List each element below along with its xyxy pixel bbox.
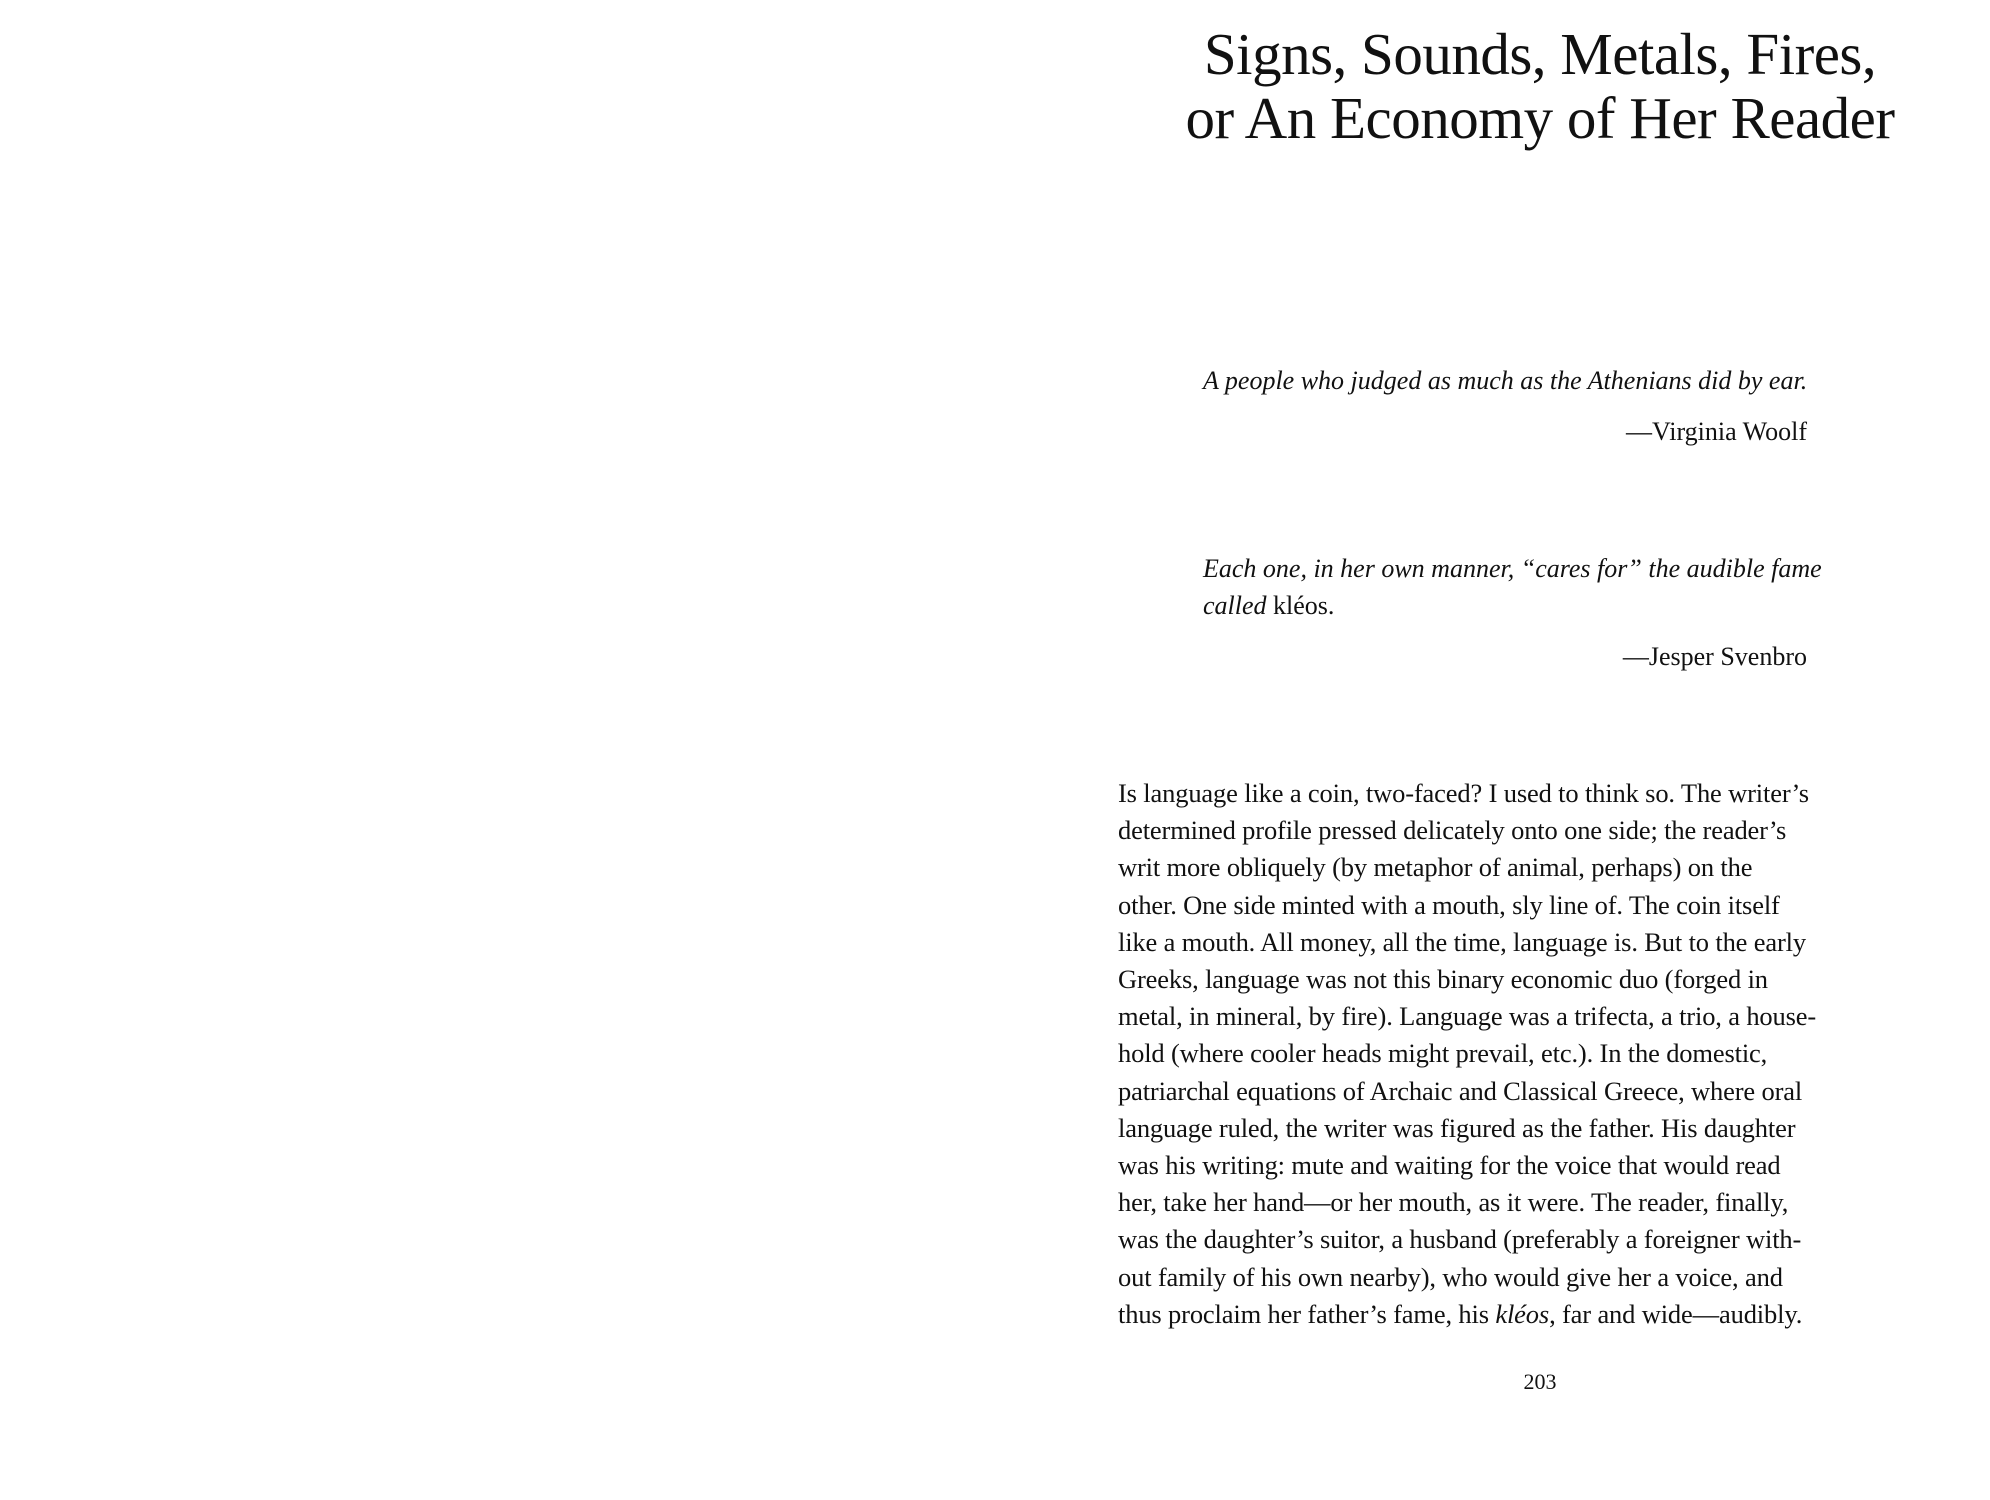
right-page — [1100, 0, 1990, 1500]
body-line: language ruled, the writer was figured as the father. His daughter — [1118, 1112, 1796, 1143]
body-line: her, take her hand—or her mouth, as it were. The reader, finally, — [1118, 1187, 1789, 1218]
body-last-line-after: , far and wide—audibly. — [1549, 1298, 1803, 1329]
chapter-title-line-1: Signs, Sounds, Metals, Fires, — [1203, 21, 1877, 87]
epigraph-attribution: —Virginia Woolf — [1626, 417, 1807, 446]
body-line: like a mouth. All money, all the time, language is. But to the early — [1118, 926, 1806, 957]
epigraph-quote — [1203, 550, 1823, 624]
epigraph-quote-line-2-roman: kléos. — [1266, 591, 1335, 620]
epigraph-attribution: —Jesper Svenbro — [1622, 642, 1807, 671]
body-paragraph — [1118, 775, 1898, 1333]
body-last-line-before: thus proclaim her father’s fame, his — [1118, 1298, 1496, 1329]
body-line: Greeks, language was not this binary economic duo (forged in — [1118, 964, 1768, 995]
chapter-title-line-2: or An Economy of Her Reader — [1185, 85, 1895, 151]
body-last-line-italic: kléos — [1495, 1298, 1550, 1329]
body-line: was his writing: mute and waiting for the voice that would read — [1118, 1150, 1781, 1181]
body-line-last — [1118, 1296, 1898, 1333]
epigraph-quote-line-2-italic: called — [1203, 591, 1267, 620]
body-line: patriarchal equations of Archaic and Classical Greece, where oral — [1118, 1075, 1803, 1106]
chapter-title — [1110, 22, 1970, 150]
body-line: out family of his own nearby), who would give her a voice, and — [1118, 1261, 1783, 1292]
body-line: metal, in mineral, by fire). Language was a trifecta, a trio, a house- — [1118, 1001, 1817, 1032]
body-line: writ more obliquely (by metaphor of animal, perhaps) on the — [1118, 852, 1753, 883]
body-line: other. One side minted with a mouth, sly line of. The coin itself — [1118, 889, 1780, 920]
epigraph-woolf — [1203, 362, 1823, 449]
body-line: Is language like a coin, two-faced? I used to think so. The writer’s — [1118, 778, 1809, 808]
epigraph-quote-line-1: Each one, in her own manner, “cares for” the audible fame — [1203, 554, 1822, 583]
body-line: was the daughter’s suitor, a husband (preferably a foreigner with- — [1118, 1224, 1802, 1255]
epigraph-svenbro — [1203, 550, 1823, 674]
epigraph-quote: A people who judged as much as the Athenians did by ear. — [1203, 366, 1808, 395]
body-line: hold (where cooler heads might prevail, etc.). In the domestic, — [1118, 1038, 1768, 1069]
page-number: 203 — [1523, 1369, 1557, 1394]
body-line: determined profile pressed delicately onto one side; the reader’s — [1118, 815, 1787, 846]
